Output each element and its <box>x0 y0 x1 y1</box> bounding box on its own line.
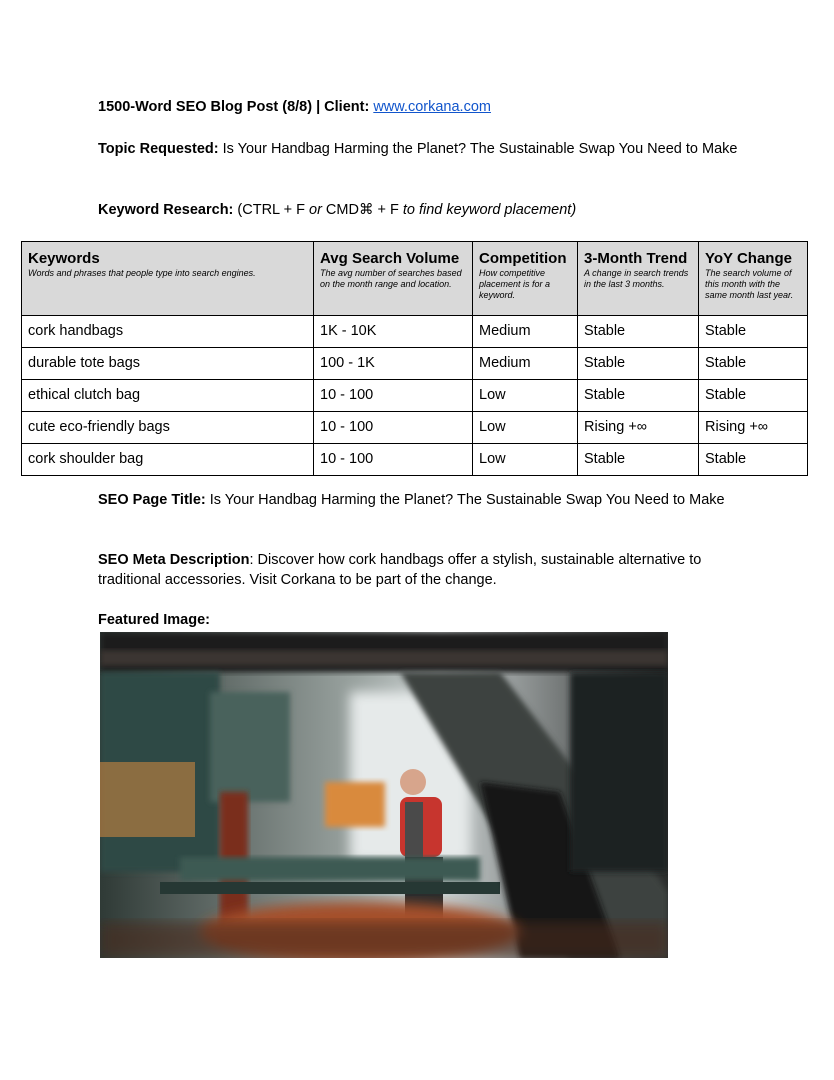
table-row <box>22 444 808 476</box>
volume-cell: 100 - 1K <box>314 348 473 380</box>
featured-image-label: Featured Image: <box>98 612 210 628</box>
seo-meta-text: : Discover how cork handbags offer a stylish, sustainable alternative to traditional accessories. Visit Corkana to be part of the change. <box>98 552 702 588</box>
table-row <box>22 316 808 348</box>
yoy-cell: Stable <box>699 348 808 380</box>
trend-cell: Stable <box>578 348 699 380</box>
seo-title-label: SEO Page Title: <box>98 492 206 508</box>
trend-cell: Rising +∞ <box>578 412 699 444</box>
keyword-hint-a: (CTRL + F <box>233 202 309 218</box>
yoy-cell: Stable <box>699 380 808 412</box>
keyword-cell: cork shoulder bag <box>22 444 314 476</box>
post-header <box>98 97 738 117</box>
header-avg-search-volume: Avg Search Volume The avg number of searches based on the month range and location. <box>314 242 473 316</box>
keyword-hint-c: CMD⌘ + F <box>321 202 403 218</box>
table-row <box>22 380 808 412</box>
post-title: 1500-Word SEO Blog Post (8/8) | Client: <box>98 99 374 115</box>
keyword-research <box>98 200 738 220</box>
keyword-research-label: Keyword Research: <box>98 202 234 218</box>
table-row <box>22 348 808 380</box>
yoy-cell: Rising +∞ <box>699 412 808 444</box>
featured-image <box>100 632 668 958</box>
featured-image-heading <box>98 610 738 630</box>
topic-text: Is Your Handbag Harming the Planet? The Sustainable Swap You Need to Make <box>218 141 738 157</box>
topic-label: Topic Requested: <box>98 141 219 157</box>
keyword-table <box>21 241 808 476</box>
keyword-cell: ethical clutch bag <box>22 380 314 412</box>
yoy-cell: Stable <box>699 316 808 348</box>
seo-page-title <box>98 490 738 510</box>
keyword-hint-d: to find keyword placement) <box>402 202 577 218</box>
keyword-cell: cute eco-friendly bags <box>22 412 314 444</box>
factory-worker-photo <box>100 632 668 958</box>
client-link[interactable]: www.corkana.com <box>373 99 491 115</box>
keyword-cell: durable tote bags <box>22 348 314 380</box>
table-row <box>22 412 808 444</box>
competition-cell: Low <box>473 412 578 444</box>
trend-cell: Stable <box>578 316 699 348</box>
header-keywords: Keywords Words and phrases that people type into search engines. <box>22 242 314 316</box>
competition-cell: Medium <box>473 348 578 380</box>
seo-meta-label: SEO Meta Description <box>98 552 250 568</box>
volume-cell: 10 - 100 <box>314 380 473 412</box>
yoy-cell: Stable <box>699 444 808 476</box>
seo-title-text: Is Your Handbag Harming the Planet? The Sustainable Swap You Need to Make <box>205 492 725 508</box>
competition-cell: Medium <box>473 316 578 348</box>
volume-cell: 10 - 100 <box>314 412 473 444</box>
header-competition: Competition How competitive placement is for a keyword. <box>473 242 578 316</box>
keyword-table-header <box>22 242 808 316</box>
keyword-cell: cork handbags <box>22 316 314 348</box>
header-3-month-trend: 3-Month Trend A change in search trends in the last 3 months. <box>578 242 699 316</box>
topic-requested <box>98 139 738 159</box>
trend-cell: Stable <box>578 444 699 476</box>
keyword-hint-b: or <box>309 202 322 218</box>
seo-meta-description <box>98 550 738 590</box>
volume-cell: 10 - 100 <box>314 444 473 476</box>
competition-cell: Low <box>473 444 578 476</box>
competition-cell: Low <box>473 380 578 412</box>
volume-cell: 1K - 10K <box>314 316 473 348</box>
header-yoy-change: YoY Change The search volume of this month with the same month last year. <box>699 242 808 316</box>
trend-cell: Stable <box>578 380 699 412</box>
